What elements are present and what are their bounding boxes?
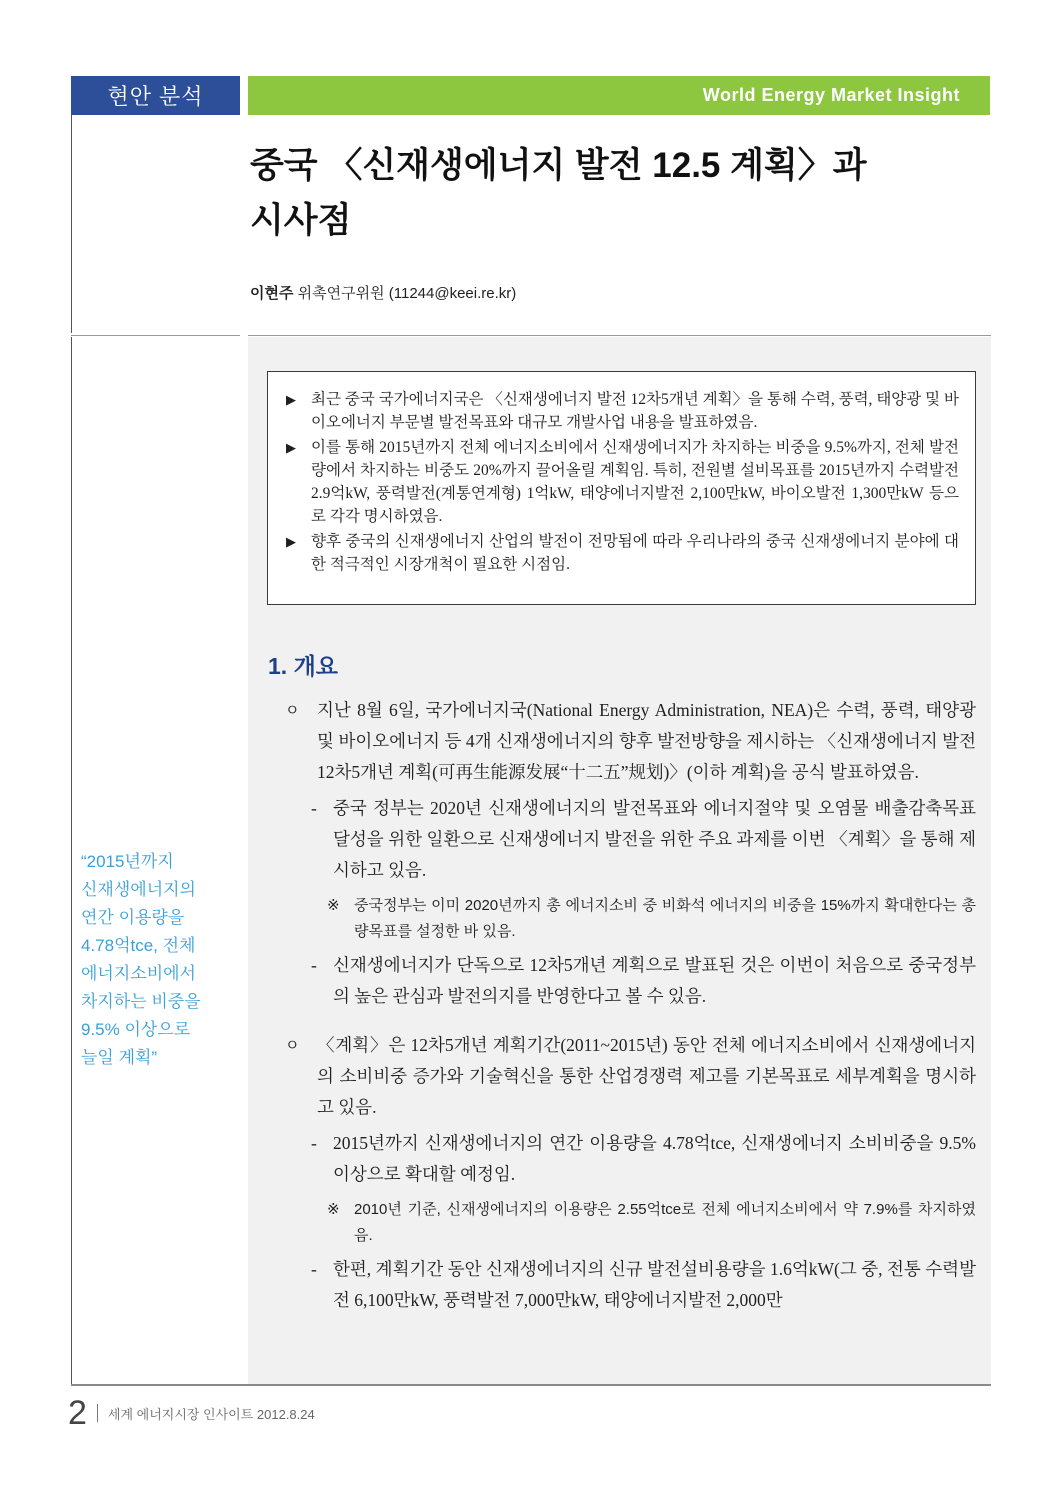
sub-point-text: 신재생에너지가 단독으로 12차5개년 계획으로 발표된 것은 이번이 처음으로 중국정부의 높은 관심과 발전의지를 반영한다고 볼 수 있음. [333,955,976,1006]
dash-bullet-icon: - [311,1259,317,1279]
author-detail: 위촉연구위원 (11244@keei.re.kr) [297,285,517,302]
sub-point [311,793,976,886]
article-body [285,695,976,1316]
summary-text: 이를 통해 2015년까지 전체 에너지소비에서 신재생에너지가 차지하는 비중을 9.5%까지, 전체 발전량에서 차지하는 비중도 20%까지 끌어올릴 계획임. 특히, 전원별 설비목표를 2015년까지 수력발전 2.9억kW, 풍력발전(계통연계형) 1억kW, 태양에너지발전 2,100만kW, 바이오발전 1,300만kW 등으로 각각 명시하였음. [311,439,959,525]
left-rule-top [71,115,72,333]
divider-left [71,335,240,336]
paragraph-text: 지난 8월 6일, 국가에너지국(National Energy Administration, NEA)은 수력, 풍력, 태양광 및 바이오에너지 등 4개 신재생에너지의 향후 발전방향을 제시하는 〈신재생에너지 발전 12차5개년 계획(可再生能源发展“十二五”规划)〉(이하 계획)을 공식 발표하였음. [317,700,976,782]
paragraph [285,695,976,788]
bullet-arrow-icon: ▶ [286,392,296,407]
sub-point-text: 2015년까지 신재생에너지의 연간 이용량을 4.78억tce, 신재생에너지 소비비중을 9.5% 이상으로 확대할 예정임. [333,1133,976,1184]
dash-bullet-icon: - [311,1133,317,1153]
title-line-1: 중국 〈신재생에너지 발전 12.5 계획〉과 [250,146,867,185]
sub-point [311,950,976,1012]
bullet-arrow-icon: ▶ [286,440,296,455]
reference-mark-icon: ※ [327,1201,340,1218]
pull-quote: “2015년까지 신재생에너지의 연간 이용량을 4.78억tce, 전체 에너지소비에서 차지하는 비중을 9.5% 이상으로 늘일 계획” [81,852,201,1067]
paragraph [285,1030,976,1123]
note [327,893,976,945]
sub-point-text: 한편, 계획기간 동안 신재생에너지의 신규 발전설비용량을 1.6억kW(그 중, 전통 수력발전 6,100만kW, 풍력발전 7,000만kW, 태양에너지발전 2,000만 [333,1259,976,1310]
page-footer [68,1393,315,1433]
summary-item [286,388,959,434]
footer-separator [97,1404,98,1422]
reference-mark-icon: ※ [327,897,340,914]
footer-publication: 세계 에너지시장 인사이트 2012.8.24 [107,1406,315,1422]
bullet-arrow-icon: ▶ [286,534,296,549]
dash-bullet-icon: - [311,955,317,975]
note-text: 2010년 기준, 신재생에너지의 이용량은 2.55억tce로 전체 에너지소비에서 약 7.9%를 차지하였음. [354,1201,976,1244]
summary-item [286,530,959,576]
sub-point [311,1254,976,1316]
page-bottom-rule [71,1384,991,1386]
note-text: 중국정부는 이미 2020년까지 총 에너지소비 중 비화석 에너지의 비중을 15%까지 확대한다는 총량목표를 설정한 바 있음. [354,897,976,940]
circle-bullet-icon: ㅇ [285,702,300,719]
sub-point-text: 중국 정부는 2020년 신재생에너지의 발전목표와 에너지절약 및 오염물 배출감축목표 달성을 위한 일환으로 신재생에너지 발전을 위한 주요 과제를 이번 〈계획〉을 통해 제시하고 있음. [333,798,976,880]
sub-point [311,1128,976,1190]
paragraph-text: 〈계획〉은 12차5개년 계획기간(2011~2015년) 동안 전체 에너지소비에서 신재생에너지의 소비비중 증가와 기술혁신을 통한 산업경쟁력 제고를 기본목표로 세부계획을 명시하고 있음. [317,1035,976,1117]
article-title [250,138,970,248]
title-line-2: 시사점 [250,201,352,240]
page-number: 2 [68,1394,87,1432]
author-line [250,282,516,303]
section-heading: 1. 개요 [268,653,339,679]
summary-item [286,436,959,528]
summary-text: 향후 중국의 신재생에너지 산업의 발전이 전망됨에 따라 우리나라의 중국 신재생에너지 분야에 대한 적극적인 시장개척이 필요한 시점임. [311,533,959,573]
left-rule-bottom [71,337,72,1384]
author-name: 이현주 [250,285,294,302]
circle-bullet-icon: ㅇ [285,1037,300,1054]
summary-box [267,371,976,605]
divider-right [248,335,991,336]
summary-text: 최근 중국 국가에너지국은 〈신재생에너지 발전 12차5개년 계획〉을 통해 수력, 풍력, 태양광 및 바이오에너지 부문별 발전목표와 대규모 개발사업 내용을 발표하였음. [311,391,959,431]
publication-banner: World Energy Market Insight [248,76,990,115]
note [327,1197,976,1249]
section-tag: 현안 분석 [71,76,240,115]
dash-bullet-icon: - [311,798,317,818]
